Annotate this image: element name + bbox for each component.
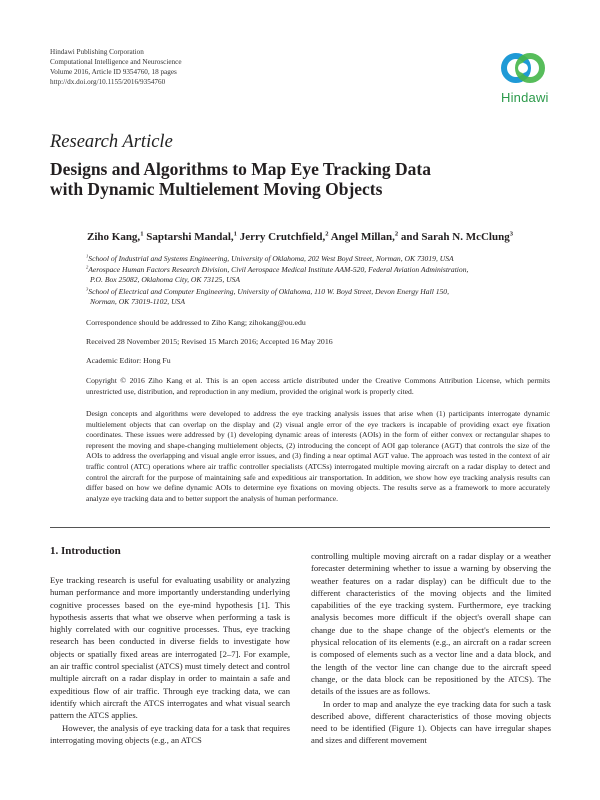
author: and Sarah N. McClung$^3$ (400, 230, 513, 243)
paragraph: In order to map and analyze the eye tracking data for such a task described above, different characteristics of those moving objects need to be identified (Figure 1). Objects can have irregular shapes and sizes and different movement (311, 698, 551, 746)
journal-name: Computational Intelligence and Neuroscience (50, 58, 182, 66)
article-title (50, 159, 550, 199)
volume-info: Volume 2016, Article ID 9354760, 18 pages (50, 68, 177, 76)
author: Angel Millan,$^2$ (330, 230, 399, 243)
hindawi-logo (493, 48, 555, 106)
body-column-left (50, 574, 290, 746)
logo-wordmark: Hindawi (501, 90, 549, 105)
doi-link[interactable]: http://dx.doi.org/10.1155/2016/9354760 (50, 78, 166, 86)
academic-editor: Academic Editor: Hong Fu (86, 356, 171, 365)
author: Ziho Kang,$^1$ (87, 230, 144, 243)
section-title: 1. Introduction (50, 545, 121, 557)
body-column-right (311, 550, 551, 747)
affiliation-2: $^2$Aerospace Human Factors Research Division, Civil Aerospace Medical Institute AAM-520, Federal Aviation Administration, P.O. Box 25082, Oklahoma City, OK 73125, USA (86, 264, 469, 285)
article-type: Research Article (50, 132, 173, 152)
title-line-2: with Dynamic Multielement Moving Objects (50, 179, 383, 199)
received-dates: Received 28 November 2015; Revised 15 March 2016; Accepted 16 May 2016 (86, 337, 333, 346)
author: Saptarshi Mandal,$^1$ (146, 230, 237, 243)
section-divider (50, 527, 550, 528)
journal-header (50, 47, 182, 87)
abstract: Design concepts and algorithms were developed to address the eye tracking analysis issues that arise when (1) participants interrogate dynamic multielement objects that can overlap on the display and (2) visual angle error of the eye trackers is incapable of providing exact eye fixation coordinates. These issues were addressed by (1) developing dynamic areas of interests (AOIs) in the form of either convex or rectangular shapes to represent the moving and shape-changing multielement objects, (2) introducing the concept of AOI gap tolerance (AGT) that controls the size of the AOIs to address the overlapping and visual angle error issues, and (3) finding a near optimal AGT value. The approach was tested in the context of air traffic control (ATC) operations where air traffic controller specialists (ATCSs) interrogated multiple moving aircraft on a radar display to detect and control the aircraft for the purpose of maintaining safe and expeditious air transportation. In addition, we show how eye tracking analysis results can differ based on how we define dynamic AOIs to determine eye fixations on moving objects. The results serve as a framework to more accurately analyze eye tracking data and to better support the analysis of human performance. (86, 409, 550, 503)
copyright-notice: Copyright © 2016 Ziho Kang et al. This is an open access article distributed under the Creative Commons Attribution License, which permits unrestricted use, distribution, and reproduction in any medium, provided the original work is properly cited. (86, 376, 550, 396)
affiliation-1: $^1$School of Industrial and Systems Engineering, University of Oklahoma, 202 West Boyd Street, Norman, OK 73019, USA (86, 253, 454, 263)
paragraph: However, the analysis of eye tracking data for a task that requires interrogating moving objects (e.g., an ATCS (50, 722, 290, 745)
paragraph: Eye tracking research is useful for evaluating usability or analyzing human performance and more importantly understanding underlying cognitive processes based on the eye-mind hypothesis [1]. This hypothesis asserts that what we observe when performing a task is highly correlated with our cognitive processes. Thus, eye tracking research has been conducted in diverse fields to investigate how objects or spatially fixed areas are interrogated [2–7]. For example, an air traffic control specialist (ATCS) must timely detect and control multiple aircraft on a radar display in order to maintain a safe and expeditious flow of air traffic. Through eye tracking data, we can identify which aircraft the ATCS interrogates and what visual search pattern the ATCS applies. (50, 575, 290, 721)
correspondence: Correspondence should be addressed to Ziho Kang; zihokang@ou.edu (86, 318, 306, 327)
hindawi-rings-icon (493, 48, 555, 90)
title-line-1: Designs and Algorithms to Map Eye Tracking Data (50, 159, 431, 179)
publisher-name: Hindawi Publishing Corporation (50, 48, 144, 56)
author: Jerry Crutchfield,$^2$ (239, 230, 329, 243)
affiliation-3: $^3$School of Electrical and Computer Engineering, University of Oklahoma, 110 W. Boyd Street, Devon Energy Hall 150, Norman, OK 73019-1102, USA (86, 286, 449, 307)
author-list (50, 231, 550, 243)
paragraph: controlling multiple moving aircraft on a radar display or a weather forecaster determining whether to issue a warning by observing the weather features on a radar display) can be difficult due to the different characteristics of the moving objects and the limited capabilities of the eye tracking system. Furthermore, eye tracking analysis becomes more difficult if the object's overall shape can change due to the shape change of the object's elements or the physical relocation of its elements (e.g., an aircraft on a radar screen is composed of elements such as a vector line and a data block, and the length of the vector line can change due to the aircraft speed change, or the data block can be repositioned by the ATCS). The details of the issues are as follows. (311, 551, 551, 697)
